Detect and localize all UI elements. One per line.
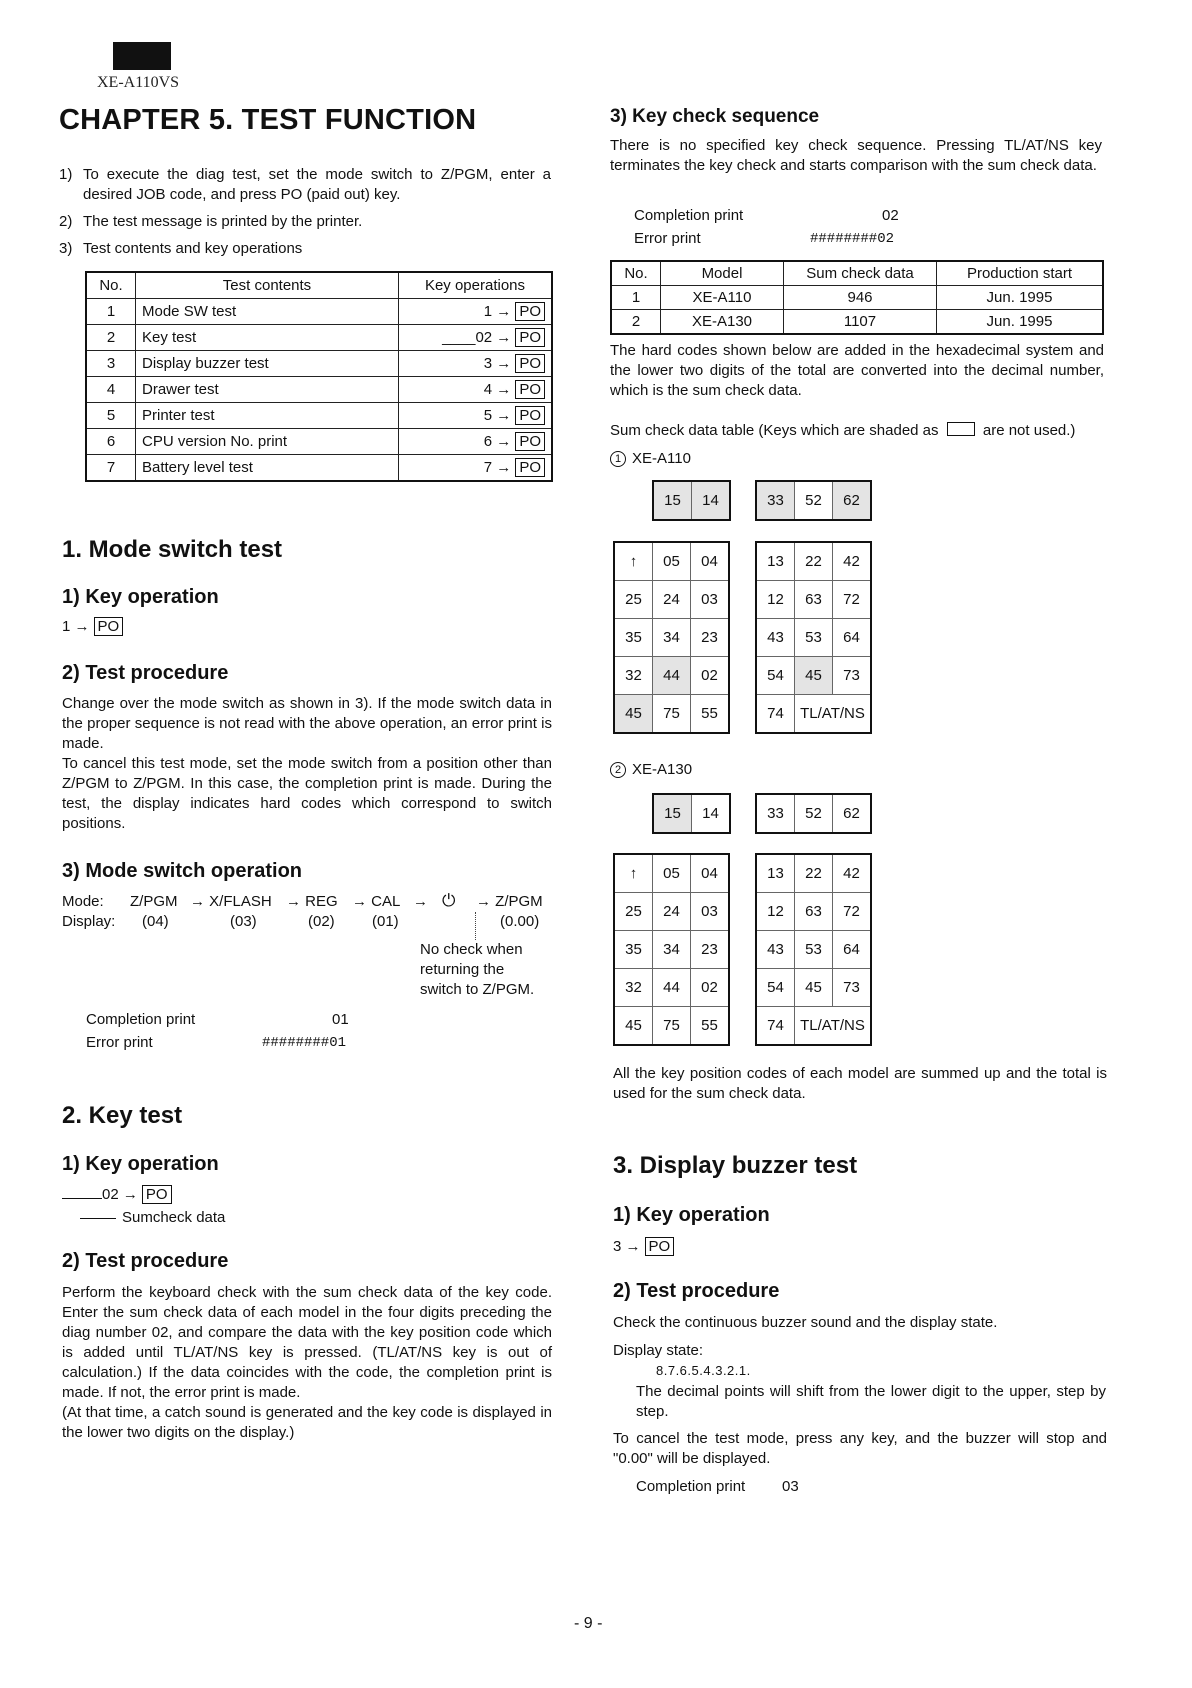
header-no: No. — [611, 261, 661, 286]
display-code: (0.00) — [500, 913, 540, 930]
section1-proc-title: 2) Test procedure — [62, 662, 229, 684]
row-no: 5 — [86, 403, 136, 429]
row-content: Printer test — [136, 403, 399, 429]
key-cell: 44 — [653, 657, 691, 695]
section2-title: 2. Key test — [62, 1102, 183, 1129]
key-cell: 32 — [614, 969, 653, 1007]
model-table — [610, 260, 1104, 335]
key-cell: 34 — [653, 619, 691, 657]
key-cell: 64 — [833, 931, 872, 969]
shaded-key-icon — [947, 422, 975, 436]
key-cell: 22 — [795, 542, 833, 581]
key-cell: 54 — [756, 969, 795, 1007]
table-row — [86, 455, 552, 482]
row-key — [399, 455, 553, 482]
row-production: Jun. 1995 — [937, 286, 1104, 310]
row-content: Display buzzer test — [136, 351, 399, 377]
key-cell: 14 — [692, 794, 731, 833]
intro-text: The test message is printed by the printer. — [83, 213, 363, 230]
hex-text: The hard codes shown below are added in the hexadecimal system and the lower two digits of the total are converted into the decimal number, which is the sum check data. — [610, 342, 1104, 399]
model-code: XE-A110VS — [97, 74, 180, 91]
mode-label: Mode: — [62, 893, 104, 910]
key-cell: 12 — [756, 581, 795, 619]
key-cell: 62 — [833, 481, 872, 520]
po-key-icon: PO — [515, 458, 545, 477]
header-no: No. — [86, 272, 136, 299]
po-key-icon: PO — [515, 406, 545, 425]
caption-b: are not used.) — [982, 422, 1076, 439]
po-key-icon: PO — [515, 380, 545, 399]
section1-keyop-title: 1) Key operation — [62, 586, 219, 608]
po-key-icon: PO — [515, 354, 545, 373]
power-off-icon: ⏻ — [442, 891, 456, 910]
key-cell: 45 — [614, 1007, 653, 1046]
key-seq: 3 → — [613, 1238, 641, 1255]
section3-proc-text: Check the continuous buzzer sound and the display state. — [613, 1314, 998, 1331]
section1-keyop — [62, 617, 123, 637]
po-key-icon: PO — [142, 1185, 172, 1204]
table-row — [86, 429, 552, 455]
key-check-seq-text: There is no specified key check sequence. Pressing TL/AT/NS key terminates the key check and starts comparison with the sum check data. — [610, 137, 1102, 174]
summed-text: All the key position codes of each model are summed up and the total is used for the sum check data. — [613, 1065, 1107, 1102]
intro-text: To execute the diag test, set the mode switch to Z/PGM, enter a desired JOB code, and press PO (paid out) key. — [83, 166, 551, 203]
digit-blank — [62, 1198, 102, 1199]
display-label: Display: — [62, 913, 116, 930]
key-cell: 45 — [614, 695, 653, 734]
header-contents: Test contents — [136, 272, 399, 299]
row-no: 4 — [86, 377, 136, 403]
intro-list — [59, 165, 551, 259]
table-row — [86, 403, 552, 429]
key-cell: 24 — [653, 893, 691, 931]
mode-step: → X/FLASH — [190, 893, 272, 910]
key-cell: 04 — [691, 854, 730, 893]
display-code: (03) — [230, 913, 257, 930]
mode-step: → Z/PGM — [476, 893, 543, 910]
test-table — [85, 271, 553, 482]
sumcheck-pointer — [80, 1208, 225, 1228]
display-state-label: Display state: — [613, 1342, 704, 1359]
key-cell: 05 — [653, 542, 691, 581]
up-arrow-icon: ↑ — [614, 542, 653, 581]
table-row — [611, 310, 1103, 335]
key-cell: 45 — [795, 969, 833, 1007]
section1-proc-text2: To cancel this test mode, set the mode switch from a position other than Z/PGM to Z/PGM. In this case, the completion print is made. During the test, the display indicates hard codes which correspond to switch positions. — [62, 755, 552, 832]
key-cell: 44 — [653, 969, 691, 1007]
completion-value: 03 — [782, 1478, 799, 1495]
intro-num: 1) — [59, 166, 73, 183]
key-cell: TL/AT/NS — [795, 1007, 872, 1046]
display-code: (01) — [372, 913, 399, 930]
key-cell: 45 — [795, 657, 833, 695]
completion-label: Completion print — [86, 1011, 196, 1028]
header-model: Model — [661, 261, 784, 286]
row-sum: 1107 — [784, 310, 937, 335]
po-key-icon: PO — [515, 432, 545, 451]
key-cell: 63 — [795, 581, 833, 619]
table-row — [86, 351, 552, 377]
section3-title: 3. Display buzzer test — [613, 1152, 858, 1179]
key-cell: 23 — [691, 619, 730, 657]
caption-a: Sum check data table (Keys which are shaded as — [610, 422, 939, 439]
key-seq: 6 → — [483, 433, 512, 450]
po-key-icon: PO — [645, 1237, 675, 1256]
key-seq: 02 → — [102, 1186, 138, 1203]
cancel-text: To cancel the test mode, press any key, and the buzzer will stop and "0.00" will be displayed. — [613, 1430, 1107, 1467]
keyblock-top-right — [755, 480, 872, 521]
key-cell: 23 — [691, 931, 730, 969]
key-cell: 25 — [614, 581, 653, 619]
section2-keyop-title: 1) Key operation — [62, 1153, 219, 1175]
key-cell: 72 — [833, 893, 872, 931]
key-cell: 42 — [833, 854, 872, 893]
key-seq: 7 → — [483, 459, 512, 476]
key-cell: 03 — [691, 581, 730, 619]
row-content: Battery level test — [136, 455, 399, 482]
section2-proc-text: Perform the keyboard check with the sum check data of the key code. Enter the sum check data of each model in the four digits preceding the diag number 02, and compare the data with the key position code which is added until TL/AT/NS key is pressed. (TL/AT/NS key is out of calculation.) If the data coincides with the code, the completion print is made. If not, the error print is made. — [62, 1284, 552, 1401]
row-no: 2 — [86, 325, 136, 351]
sharp-logo-block — [113, 42, 171, 70]
key-cell: 33 — [756, 481, 795, 520]
row-key — [399, 351, 553, 377]
model2-label: XE-A130 — [632, 761, 693, 778]
sumcheck-label: Sumcheck data — [122, 1209, 226, 1226]
error-label: Error print — [86, 1034, 153, 1051]
row-no: 2 — [611, 310, 661, 335]
page-number: - 9 - — [574, 1615, 603, 1632]
mode-step: Z/PGM — [130, 893, 178, 910]
key-cell: 54 — [756, 657, 795, 695]
circled-number-icon: 1 — [610, 451, 626, 467]
keyblock-top-right — [755, 793, 872, 834]
mode-switch-op-title: 3) Mode switch operation — [62, 860, 303, 882]
section1-title: 1. Mode switch test — [62, 536, 283, 563]
key-cell: 25 — [614, 893, 653, 931]
key-check-seq-title: 3) Key check sequence — [610, 106, 820, 127]
key-cell: 14 — [692, 481, 731, 520]
key-cell: 63 — [795, 893, 833, 931]
key-cell: 05 — [653, 854, 691, 893]
row-no: 1 — [86, 299, 136, 325]
section3-keyop-title: 1) Key operation — [613, 1204, 770, 1226]
model1-label-row — [610, 449, 691, 469]
intro-item — [59, 239, 551, 259]
keyblock-main-left — [613, 541, 730, 734]
key-cell: 15 — [653, 481, 692, 520]
mode-step: → — [413, 893, 428, 910]
error-value: ########01 — [262, 1035, 347, 1051]
key-cell: 43 — [756, 619, 795, 657]
row-no: 1 — [611, 286, 661, 310]
keyblock-main-left — [613, 853, 730, 1046]
key-cell: 55 — [691, 1007, 730, 1046]
model2-label-row — [610, 760, 692, 780]
display-state-value: 8.7.6.5.4.3.2.1. — [656, 1363, 751, 1378]
table-row — [611, 286, 1103, 310]
key-cell: 52 — [795, 481, 833, 520]
key-cell: 73 — [833, 969, 872, 1007]
model-table-header — [611, 261, 1103, 286]
row-key — [399, 299, 553, 325]
table-row — [86, 299, 552, 325]
intro-num: 2) — [59, 213, 73, 230]
display-code: (02) — [308, 913, 335, 930]
section3-proc-title: 2) Test procedure — [613, 1280, 780, 1302]
key-cell: 02 — [691, 657, 730, 695]
row-key — [399, 377, 553, 403]
key-cell: 72 — [833, 581, 872, 619]
key-cell: 62 — [833, 794, 872, 833]
key-cell: 15 — [653, 794, 692, 833]
intro-item — [59, 212, 551, 232]
key-cell: 35 — [614, 619, 653, 657]
key-seq: 1 → — [483, 303, 512, 320]
key-cell: TL/AT/NS — [795, 695, 872, 734]
shift-text: The decimal points will shift from the lower digit to the upper, step by step. — [636, 1383, 1106, 1420]
key-cell: 33 — [756, 794, 795, 833]
key-cell: 75 — [653, 695, 691, 734]
key-cell: 73 — [833, 657, 872, 695]
error-label: Error print — [634, 230, 701, 247]
key-cell: 55 — [691, 695, 730, 734]
row-content: Mode SW test — [136, 299, 399, 325]
key-cell: 04 — [691, 542, 730, 581]
table-caption — [610, 421, 1075, 441]
circled-number-icon: 2 — [610, 762, 626, 778]
section2-proc-text2: (At that time, a catch sound is generated and the key code is displayed in the lower two digits on the display.) — [62, 1404, 552, 1441]
key-cell: 75 — [653, 1007, 691, 1046]
no-check-note: No check when returning the switch to Z/PGM. — [420, 941, 535, 998]
keyblock-top-left — [652, 793, 731, 834]
row-key — [399, 403, 553, 429]
key-cell: 53 — [795, 931, 833, 969]
error-value: ########02 — [810, 231, 895, 247]
keyblock-top-left — [652, 480, 731, 521]
chapter-title: CHAPTER 5. TEST FUNCTION — [59, 104, 477, 136]
keyblock-main-right — [755, 541, 872, 734]
key-cell: 74 — [756, 695, 795, 734]
row-no: 7 — [86, 455, 136, 482]
completion-label: Completion print — [634, 207, 744, 224]
header-production: Production start — [937, 261, 1104, 286]
po-key-icon: PO — [94, 617, 124, 636]
section3-keyop — [613, 1237, 674, 1257]
key-seq: 4 → — [483, 381, 512, 398]
key-cell: 24 — [653, 581, 691, 619]
row-model: XE-A130 — [661, 310, 784, 335]
key-cell: 03 — [691, 893, 730, 931]
section1-proc-text: Change over the mode switch as shown in 3). If the mode switch data in the proper sequence is not read with the above operation, an error print is made. — [62, 695, 552, 752]
section2-keyop — [62, 1185, 172, 1205]
key-cell: 32 — [614, 657, 653, 695]
key-cell: 13 — [756, 542, 795, 581]
key-cell: 64 — [833, 619, 872, 657]
key-cell: 52 — [795, 794, 833, 833]
pointer-line — [80, 1218, 116, 1219]
header-key-ops: Key operations — [399, 272, 553, 299]
key-seq: 1 → — [62, 618, 90, 635]
completion-value: 01 — [332, 1011, 349, 1028]
key-cell: 12 — [756, 893, 795, 931]
row-no: 3 — [86, 351, 136, 377]
key-cell: 74 — [756, 1007, 795, 1046]
arrow-line — [475, 912, 477, 940]
row-key — [399, 429, 553, 455]
key-seq: ____02 → — [442, 329, 512, 346]
mode-step: → CAL — [352, 893, 401, 910]
key-cell: 53 — [795, 619, 833, 657]
section2-proc-title: 2) Test procedure — [62, 1250, 229, 1272]
key-cell: 43 — [756, 931, 795, 969]
row-no: 6 — [86, 429, 136, 455]
table-header-row — [86, 272, 552, 299]
key-cell: 02 — [691, 969, 730, 1007]
key-seq: 3 → — [483, 355, 512, 372]
key-cell: 34 — [653, 931, 691, 969]
row-content: Drawer test — [136, 377, 399, 403]
po-key-icon: PO — [515, 328, 545, 347]
up-arrow-icon: ↑ — [614, 854, 653, 893]
completion-value: 02 — [882, 207, 899, 224]
row-sum: 946 — [784, 286, 937, 310]
table-row — [86, 377, 552, 403]
completion-label: Completion print — [636, 1478, 746, 1495]
row-model: XE-A110 — [661, 286, 784, 310]
key-cell: 42 — [833, 542, 872, 581]
row-content: CPU version No. print — [136, 429, 399, 455]
key-cell: 13 — [756, 854, 795, 893]
row-production: Jun. 1995 — [937, 310, 1104, 335]
table-row — [86, 325, 552, 351]
row-key — [399, 325, 553, 351]
po-key-icon: PO — [515, 302, 545, 321]
intro-num: 3) — [59, 240, 73, 257]
row-content: Key test — [136, 325, 399, 351]
display-code: (04) — [142, 913, 169, 930]
header-sum: Sum check data — [784, 261, 937, 286]
keyblock-main-right — [755, 853, 872, 1046]
key-cell: 22 — [795, 854, 833, 893]
key-seq: 5 → — [483, 407, 512, 424]
key-cell: 35 — [614, 931, 653, 969]
mode-step: → REG — [286, 893, 338, 910]
intro-item — [59, 165, 551, 205]
intro-text: Test contents and key operations — [83, 240, 303, 257]
model1-label: XE-A110 — [632, 450, 691, 467]
